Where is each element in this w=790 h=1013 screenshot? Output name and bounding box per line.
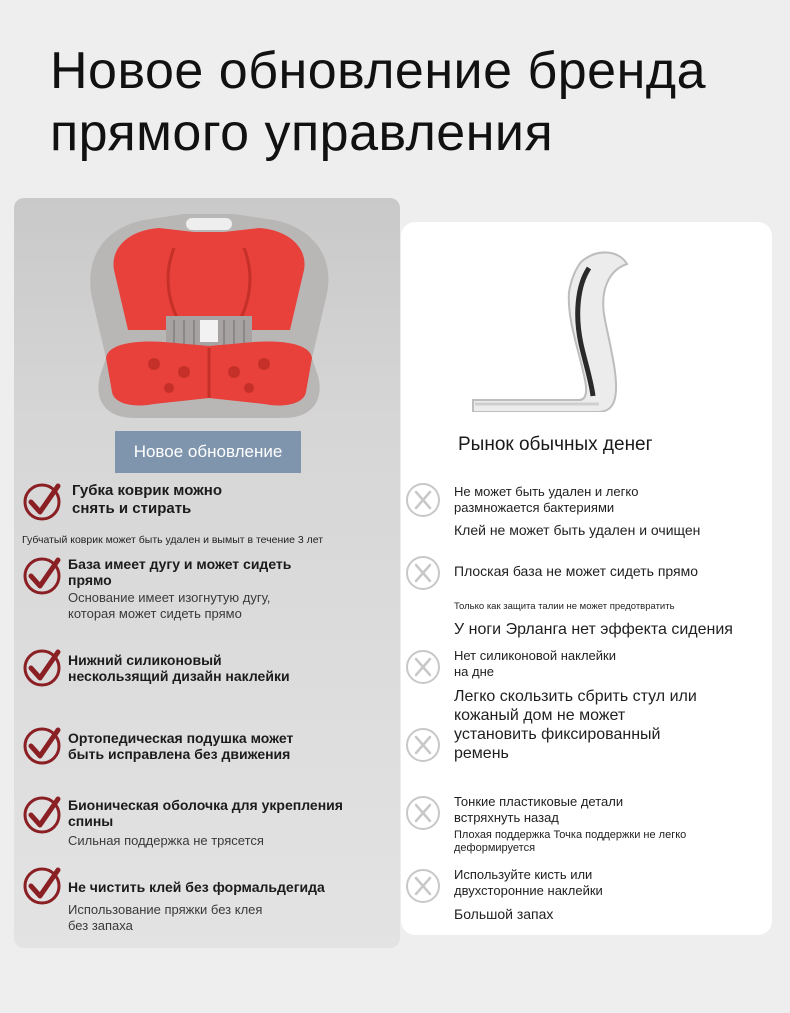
new-update-badge: Новое обновление: [115, 431, 301, 473]
market-item-extra: Клей не может быть удален и очищен: [454, 522, 701, 538]
market-item-extra: Легко скользить сбрить стул или кожаный дом не может установить фиксированный ремень: [454, 688, 697, 762]
market-item-extra: Большой запах: [454, 906, 554, 922]
x-circle-icon: [405, 649, 441, 685]
ordinary-market-title: Рынок обычных денег: [458, 434, 653, 455]
x-circle-icon: [405, 795, 441, 831]
check-circle-icon: [22, 556, 62, 596]
market-item-text: Тонкие пластиковые детали встряхнуть назад: [454, 794, 624, 825]
market-item-extra: Только как защита талии не может предотвратить: [454, 601, 675, 612]
market-item-extra: Плохая поддержка Точка поддержки не легко деформируется: [454, 829, 687, 854]
red-chair-image: [74, 208, 344, 428]
x-circle-icon: [405, 727, 441, 763]
check-circle-icon: [22, 795, 62, 835]
check-circle-icon: [22, 866, 62, 906]
x-circle-icon: [405, 555, 441, 591]
page-title: Новое обновление бренда прямого управления: [50, 42, 707, 162]
x-circle-icon: [405, 868, 441, 904]
market-item-text: Используйте кисть или двухсторонние наклейки: [454, 867, 603, 898]
check-circle-icon: [22, 648, 62, 688]
check-circle-icon: [22, 726, 62, 766]
market-item-extra: У ноги Эрланга нет эффекта сидения: [454, 621, 733, 638]
market-item-text: Нет силиконовой наклейки на дне: [454, 648, 616, 679]
market-item-text: Не может быть удален и легко размножается бактериями: [454, 484, 639, 515]
plastic-chair-image: [469, 240, 639, 412]
check-circle-icon: [22, 482, 62, 522]
feature-note: Губчатый коврик может быть удален и вымыт в течение 3 лет: [22, 534, 324, 546]
market-item-text: Плоская база не может сидеть прямо: [454, 563, 699, 579]
x-circle-icon: [405, 482, 441, 518]
new-product-panel: Новое обновление Губка коврик можно снять и стирать Губчатый коврик может быть удален и вымыт в течение 3 лет База имеет дугу и может сидеть прямо Основание имеет изогнутую дугу, которая может сидеть прямо Нижний силиконовый нескользящий дизайн наклейки Ортопедическая подушка может быть исправлена без движения Бионическая оболочка для укрепления спины Сильная поддержка не трясется Не чистить клей без формальдегида Использование пряжки без клея без запаха: [14, 198, 400, 948]
ordinary-market-panel: [401, 222, 772, 935]
